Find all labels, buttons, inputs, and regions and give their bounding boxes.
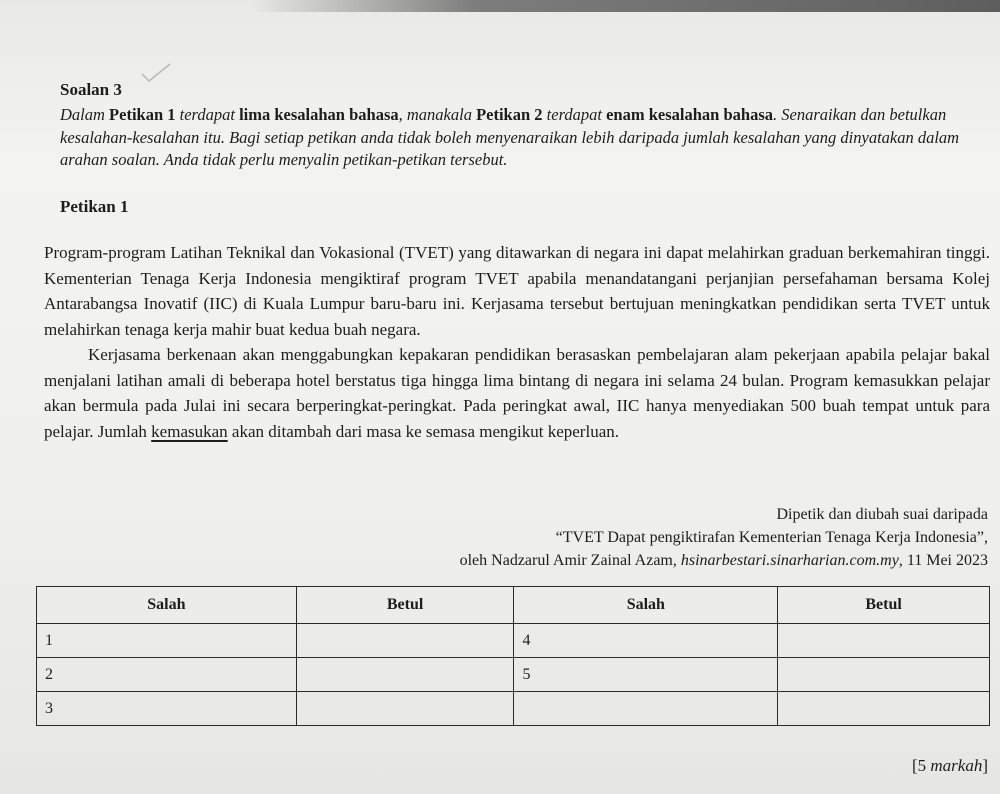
source-citation [88, 503, 988, 572]
answer-cell[interactable]: 5 [514, 658, 778, 692]
checkmark-icon [140, 62, 172, 84]
answer-table-header [37, 587, 990, 624]
answer-cell[interactable] [296, 624, 514, 658]
answer-cell[interactable] [778, 692, 990, 726]
table-row [37, 692, 990, 726]
header-betul: Betul [778, 587, 990, 624]
answer-cell[interactable]: 4 [514, 624, 778, 658]
marks-label [912, 756, 988, 776]
answer-table [36, 586, 990, 726]
page-edge-shadow [250, 0, 1000, 12]
answer-cell[interactable] [296, 692, 514, 726]
instruction-bold: lima kesalahan bahasa [239, 105, 399, 124]
passage-paragraph-1: Program-program Latihan Teknikal dan Vokasional (TVET) yang ditawarkan di negara ini dapat melahirkan graduan berkemahiran tinggi. Kementerian Tenaga Kerja Indonesia mengiktiraf program TVET apabila menandatangani perjanjian persefahaman bersama Kolej Antarabangsa Inovatif (IIC) di Kuala Lumpur baru-baru ini. Kerjasama tersebut bertujuan meningkatkan pendidikan serta TVET untuk melahirkan tenaga kerja mahir buat kedua buah negara. [44, 243, 990, 339]
passage-body [44, 240, 990, 444]
header-betul: Betul [296, 587, 514, 624]
answer-cell[interactable] [778, 658, 990, 692]
instruction-text: Dalam [60, 105, 110, 124]
table-row [37, 624, 990, 658]
citation-article-title: “TVET Dapat pengiktirafan Kementerian Tenaga Kerja Indonesia”, [555, 529, 988, 546]
paragraph-text: Kerjasama berkenaan akan menggabungkan kepakaran pendidikan berasaskan pembelajaran alam pekerjaan apabila pelajar bakal menjalani latihan amali di beberapa hotel berstatus tiga hingga lima bintang di negara ini selama 24 bulan. Program kemasukkan pelajar akan bermula pada Julai ini secara berperingkat-peringkat. Pada peringkat awal, IIC hanya menyediakan 500 buah tempat untuk para pelajar. Jumlah [44, 345, 990, 441]
passage-title: Petikan 1 [60, 197, 129, 216]
instruction-text: terdapat [175, 105, 240, 124]
citation-date: , 11 Mei 2023 [898, 552, 988, 569]
citation-line: Dipetik dan diubah suai daripada [776, 506, 988, 523]
passage-paragraph-2 [44, 342, 990, 444]
citation-author-line [88, 549, 988, 572]
question-instruction [60, 104, 990, 172]
answer-cell[interactable]: 1 [37, 624, 297, 658]
marks-prefix: [5 [911, 756, 931, 775]
marks-word: markah [930, 756, 983, 775]
citation-author: oleh Nadzarul Amir Zainal Azam, [459, 552, 681, 569]
instruction-text: , manakala [398, 105, 477, 124]
instruction-bold: Petikan 2 [476, 105, 543, 124]
answer-cell[interactable]: 3 [37, 692, 297, 726]
instruction-text: terdapat [542, 105, 607, 124]
question-title: Soalan 3 [60, 80, 122, 99]
table-row [37, 658, 990, 692]
citation-website: hsinarbestari.sinarharian.com.my [680, 552, 899, 569]
answer-cell[interactable]: 2 [37, 658, 297, 692]
instruction-bold: Petikan 1 [109, 105, 176, 124]
instruction-text: . Senaraikan dan betulkan kesalahan-kesalahan itu. Bagi setiap petikan anda tidak boleh menyenaraikan lebih daripada jumlah kesalahan yang dinyatakan dalam arahan soalan. Anda tidak perlu menyalin petikan-petikan tersebut. [60, 105, 960, 169]
marks-suffix: ] [982, 756, 988, 775]
instruction-bold: enam kesalahan bahasa [606, 105, 773, 124]
answer-cell[interactable] [296, 658, 514, 692]
answer-cell[interactable] [778, 624, 990, 658]
paragraph-text: akan ditambah dari masa ke semasa mengikut keperluan. [227, 421, 619, 441]
header-salah: Salah [37, 587, 297, 624]
header-salah: Salah [514, 587, 778, 624]
underlined-word: kemasukan [151, 421, 228, 441]
answer-cell[interactable] [514, 692, 778, 726]
